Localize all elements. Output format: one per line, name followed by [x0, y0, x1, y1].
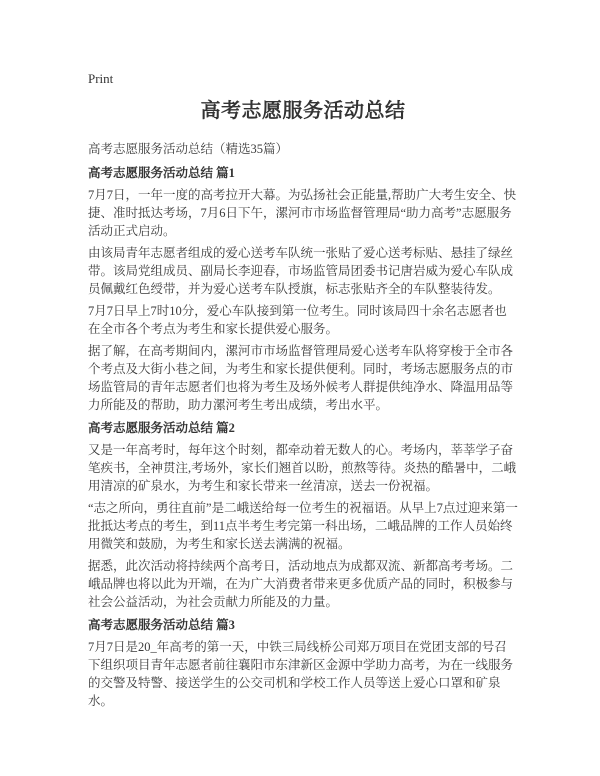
- paragraph: 据悉，此次活动将持续两个高考日，活动地点为成都双流、新都高考考场。二峨品牌也将以此为开端，在为广大消费者带来更多优质产品的同时，积极参与社会公益活动，为社会贡献力所能及的力量。: [88, 559, 514, 609]
- doc-subtitle: 高考志愿服务活动总结（精选35篇）: [88, 142, 289, 156]
- paragraph: 由该局青年志愿者组成的爱心送考车队统一张贴了爱心送考标贴、悬挂了绿丝带。该局党组成员、副局长李迎春，市场监管局团委书记唐岩威为爱心车队成员佩戴红色绶带，并为爱心送考车队授旗，标志张贴齐全的车队整装待发。: [88, 246, 514, 296]
- page-title: 高考志愿服务活动总结: [200, 100, 406, 122]
- section-heading-3: 高考志愿服务活动总结 篇3: [88, 618, 235, 632]
- paragraph: “志之所向，勇往直前”是二峨送给每一位考生的祝福语。从早上7点过迎来第一批抵达考点的考生，到11点半考生考完第一科出场，二峨品牌的工作人员始终用微笑和鼓励，为考生和家长送去满满的祝福。: [88, 501, 518, 551]
- paragraph: 又是一年高考时，每年这个时刻，都牵动着无数人的心。考场内，莘莘学子奋笔疾书，全神贯注,考场外，家长们翘首以盼，煎熬等待。炎热的酷暑中，二峨用清凉的矿泉水，为考生和家长带来一丝清凉，送去一份祝福。: [88, 443, 517, 493]
- print-link[interactable]: Print: [88, 71, 114, 86]
- section-heading-2: 高考志愿服务活动总结 篇2: [88, 421, 235, 435]
- paragraph: 据了解，在高考期间内，漯河市市场监督管理局爱心送考车队将穿梭于全市各个考点及大街小巷之间，为考生和家长提供便利。同时，考场志愿服务点的市场监管局的青年志愿者们也将为考生及场外候考人群提供纯净水、降温用品等力所能及的帮助，助力漯河考生考出成绩，考出水平。: [88, 344, 514, 412]
- paragraph: 7月7日，一年一度的高考拉开大幕。为弘扬社会正能量,帮助广大考生安全、快捷、准时抵达考场，7月6日下午，漯河市市场监督管理局“助力高考”志愿服务活动正式启动。: [88, 188, 517, 238]
- paragraph: 7月7日早上7时10分，爱心车队接到第一位考生。同时该局四十余名志愿者也在全市各个考点为考生和家长提供爱心服务。: [88, 304, 507, 336]
- paragraph: 7月7日是20_年高考的第一天，中铁三局线桥公司郑万项目在党团支部的号召下组织项目青年志愿者前往襄阳市东津新区金源中学助力高考，为在一线服务的交警及特警、接送学生的公交司机和学校工作人员等送上爱心口罩和矿泉水。: [88, 640, 514, 708]
- section-heading-1: 高考志愿服务活动总结 篇1: [88, 166, 235, 180]
